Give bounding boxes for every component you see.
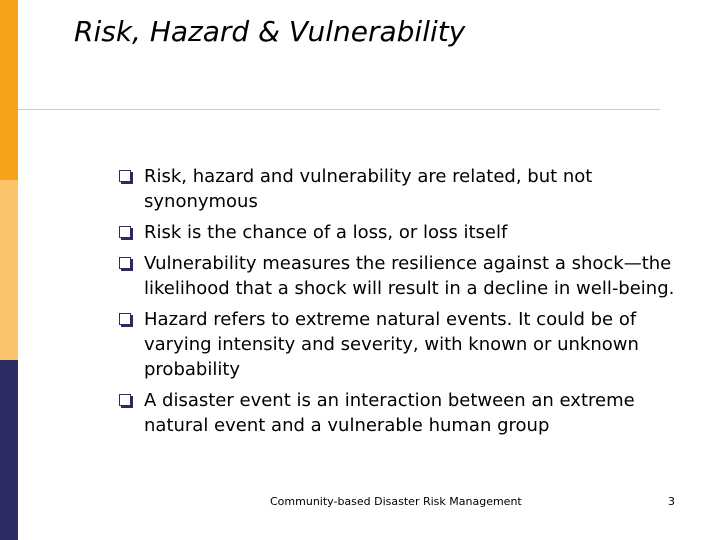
bullet-item (117, 388, 677, 438)
hollow-square-bullet-icon (119, 226, 131, 238)
hollow-square-bullet-icon (119, 170, 131, 182)
bullet-item (117, 164, 677, 214)
bullet-text: Hazard refers to extreme natural events. It could be of varying intensity and severity, with known or unknown probability (144, 309, 639, 380)
sidebar-top-segment (0, 0, 18, 180)
footer-text: Community-based Disaster Risk Management (270, 495, 522, 508)
bullet-item (117, 251, 677, 301)
sidebar-bottom-segment (0, 360, 18, 540)
bullet-text: Risk is the chance of a loss, or loss itself (144, 222, 508, 243)
hollow-square-bullet-icon (119, 394, 131, 406)
hollow-square-bullet-icon (119, 257, 131, 269)
bullet-item (117, 220, 677, 245)
bullet-item (117, 307, 677, 382)
page-number: 3 (668, 495, 675, 508)
bullet-text: Vulnerability measures the resilience against a shock—the likelihood that a shock will result in a decline in well-being. (144, 253, 675, 299)
sidebar-middle-segment (0, 180, 18, 360)
bullet-list (117, 164, 677, 444)
title-divider (18, 109, 660, 110)
hollow-square-bullet-icon (119, 313, 131, 325)
bullet-text: A disaster event is an interaction between an extreme natural event and a vulnerable human group (144, 390, 635, 436)
slide-title: Risk, Hazard & Vulnerability (74, 15, 466, 48)
bullet-text: Risk, hazard and vulnerability are related, but not synonymous (144, 166, 593, 212)
